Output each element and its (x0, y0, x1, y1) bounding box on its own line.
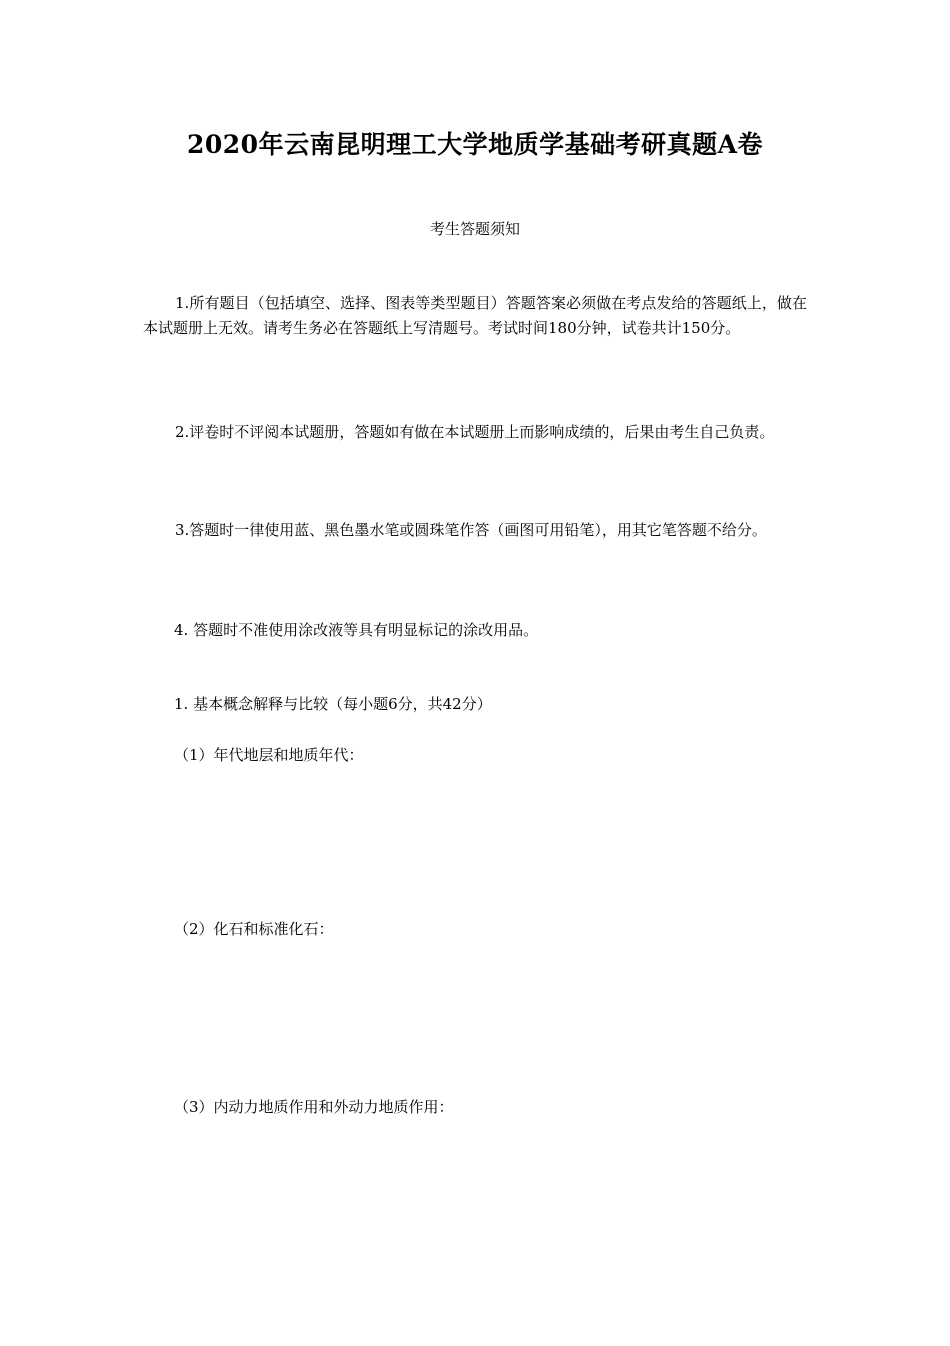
question-2: （2）化石和标准化石： (174, 920, 334, 938)
question-3: （3）内动力地质作用和外动力地质作用： (174, 1098, 454, 1116)
notice-heading: 考生答题须知 (429, 220, 520, 238)
instruction-4: 4. 答题时不准使用涂改液等具有明显标记的涂改用品。 (174, 621, 539, 639)
section-heading: 1. 基本概念解释与比较（每小题6分，共42分） (174, 695, 492, 713)
instruction-1: 1.所有题目（包括填空、选择、图表等类型题目）答题答案必须做在考点发给的答题纸上，做在本试题册上无效。请考生务必在答题纸上写清题号。考试时间180分钟，试卷共计150分。 (143, 294, 807, 337)
document-title: 2020年云南昆明理工大学地质学基础考研真题A卷 (187, 130, 763, 159)
instruction-3: 3.答题时一律使用蓝、黑色墨水笔或圆珠笔作答（画图可用铅笔），用其它笔答题不给分。 (175, 521, 767, 539)
instruction-2: 2.评卷时不评阅本试题册，答题如有做在本试题册上而影响成绩的，后果由考生自己负责。 (175, 423, 775, 441)
question-1: （1）年代地层和地质年代： (174, 746, 364, 764)
